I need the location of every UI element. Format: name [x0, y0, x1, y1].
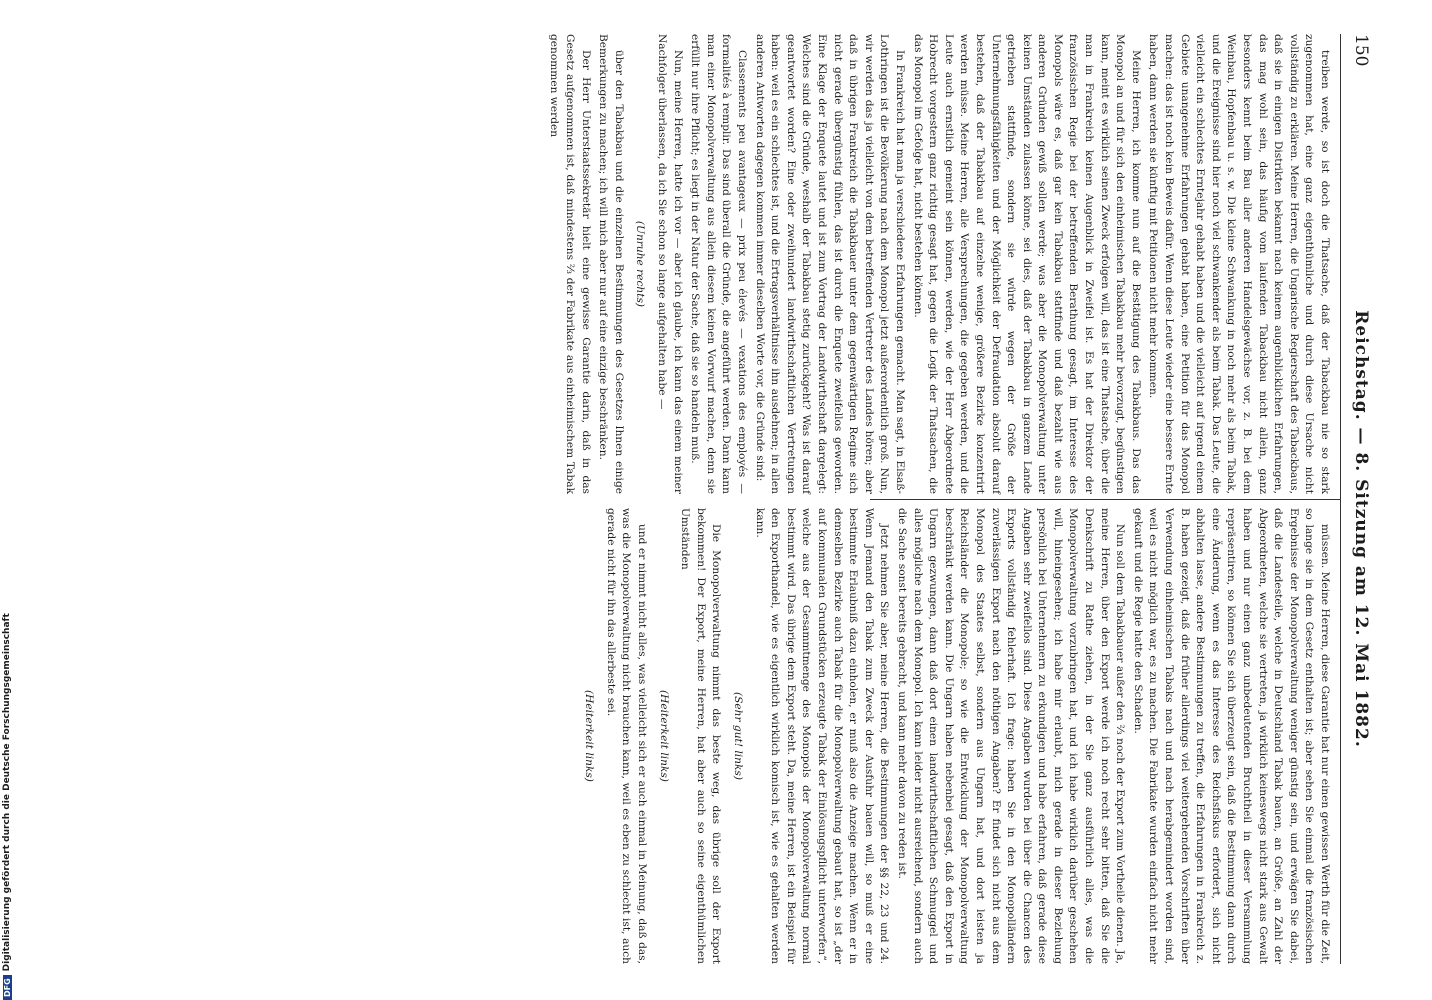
dfg-logo: DFG	[3, 975, 12, 1000]
interjection: (Heiterkeit links)	[657, 690, 670, 782]
digitization-credit	[0, 0, 14, 1000]
interjection: (Sehr gut! links)	[732, 692, 745, 780]
header-rule	[1340, 34, 1341, 964]
left-paragraph-7: Der Herr Unterstaatssekretär hielt eine gewisse Garantie darin, daß in das Gesetz aufgenommen ist, daß mindestens ⅔ der Fabrikate aus einheimischem Tabak genommen werden	[548, 34, 592, 494]
interjection: (Heiterkeit links)	[583, 690, 596, 782]
right-paragraph-4: Die Monopolverwaltung nimmt das beste weg, das übrige soll der Export bekommen! Der Export, meine Herren, hat aber auch so seine eigenthümlichen Umständen	[679, 508, 723, 964]
left-paragraph-5: Nun, meine Herren, hatte ich vor — aber ich glaube, ich kann das einem meiner Nachfolger überlassen, da ich Sie schon so lange aufgehalten habe —	[656, 34, 684, 494]
column-right	[583, 508, 1332, 964]
left-paragraph-3: In Frankreich hat man ja verschiedene Erfahrungen gemacht. Man sagt, in Elsaß-Lothringen ist die Bevölkerung nach dem Monopol jetzt außerordentlich groß. Nun, wir werden das ja vielleicht von dem betreffenden Vertreter des Landes hören; aber daß in übrigen Frankreich die Tabakbauer unter dem gegenwärtigen Regime sich nicht gerade übergünstig fühlen, das ist durch die Enquete zweifellos geworden. Eine Klage der Enquete lautet und ist zum Vortrag der Landwirthschaft dargelegt: Welches sind die Gründe, weshalb der Tabakbau stetig zurückgeht? Was ist darauf geantwortet worden? Eine oder zweihundert landwirthschaftlichen Vertretungen haben: weil es ein schlechtes ist, und die Ertragsverhältnisse ihn ausdehnen; in allen anderen Antworten dagegen kommen immer dieselben Worte vor, die Gründe sind:	[753, 34, 906, 494]
right-paragraph-1: müssen. Meine Herren, diese Garantie hat nur einen gewissen Werth für die Zeit, so lange sie in dem Gesetz enthalten ist; aber sehen Sie einmal die französischen Ergebnisse der Monopolverwaltung weniger günstig sein, und erwägen Sie dabei, daß die Landesteile, welche in Deutschland Tabak bauen, an Größe, an Zahl der Abgeordneten, welche sie vertreten, ja wirklich keineswegs nicht stark aus Gewalt haben und nur einen ganz unbedeutenden Bruchtheil in dieser Versammlung repräsentiren, so können Sie sich überzeugt sein, daß die Bestimmung dann durch eine Änderung, wenn es das Interesse des Reichsfiskus erfordert, sich nicht abhalten lasse, andere Bestimmungen zu treffen, die Erfahrungen in Frankreich z. B. haben gezeigt, daß die früher allerdings viel weitergehenden Vorschriften über Verwendung einheimischen Tabaks nach und nach herabgemindert worden sind, weil es nicht möglich war, es zu machen. Die Fabrikate wurden einfach nicht mehr gekauft und die Regie hatte den Schaden.	[1131, 508, 1331, 964]
page-number: 150	[1351, 34, 1371, 67]
column-left	[548, 34, 1332, 494]
left-paragraph-1: treiben werde, so ist doch die Thatsache, daß der Tabackbau nie so stark zugenommen hat, eine ganz eigenthümliche und durch diese Ursache nicht vollständig zu erklären. Meine Herren, die Ungarische Regierschaft des Tabackbaus, daß sie in einigen Distrikten bekannt nach keinem augenblicklichen Erfahrungen, das mag wohl sein, das häufig vom laufenden Tabackbau nicht allein, ganz besonders kennt beim Bau aller anderen Handelsgewächse vor, z. B. bei dem Weinbau, Hopfenbau u. s. w. Die kleine Schwankung in noch mehr als beim Tabak, und die Ereignisse sind hier noch viel schwankender als beim Tabak. Das Leute, die vielleicht ein schlechtes Erntejahr gehabt haben und die vielleicht auf irgend einem Gebiete unangenehme Erfahrungen gehabt haben, eine Petition für das Monopol machen: das ist noch kein Beweis dafür. Wenn diese Leute wieder eine bessere Ernte haben, dann werden sie künftig mit Petitionen nicht mehr kommen.	[1147, 34, 1331, 494]
credit-text: Digitalisierung gefördert durch die Deutsche Forschungsgemeinschaft	[2, 613, 12, 972]
right-paragraph-3: Jetzt nehmen Sie aber, meine Herren, die Bestimmungen der §§ 22, 23 und 24. Wenn Jemand den Tabak zum Zweck der Ausfuhr bauen will, so muß er eine bestimmte Erlaubniß dazu einholen, er muß also die Anzeige machen. Wenn er in demselben Bezirke auch Tabak für die Monopolverwaltung gebaut hat, so ist „der auf kommunalen Grundstücken erzeugte Tabak der Einlösungspflicht unterworfen“, welche aus der Gesammtmenge des Monopols der Monopolverwaltung normal bestimmt wird. Das übrige dem Export steht. Da, meine Herren, ist ein Beispiel für den Exporthandel, wie es eigentlich wirklich komisch ist, wie es gehalten werden kann.	[753, 508, 891, 964]
left-paragraph-2: Meine Herren, ich komme nun auf die Bestätigung des Tabakbaus. Das das Monopol an und für sich den einheimischen Tabakbau mehr bevorzugt, begünstigen kann, meint es wirklich seinen Zweck erfolgen will, das ist eine Thatsache, über die man in Frankreich keinen Augenblick in Zweifel ist. Es hat der Direktor der französischen Regie bei der betreffenden Berathung gesagt, im Interesse des Monopols wäre es, daß gar kein Tabakbau stattfinde und daß bezahlt wie aus anderen Gründen gewiß sollen werde; was aber die Monopolverwaltung unter keinen Umständen zulassen könne, sei dies, daß der Tabakbau in ganzem Lande getrieben stattfinde, sondern sie würde wegen der Größe der Unternehmungsfähigkeiten und der Möglichkeit der Defraudation absolut darauf bestehen, daß der Tabakbau auf einzelne wenige, größere Bezirke konzentrirt werden müsse. Meine Herren, alle Versprechungen, die gegeben werden, und die Leute auch ernstlich gemeint sein können, werden, wie der Herr Abgeordnete Hobrecht vorgestern ganz richtig gesagt hat, gegen die Logik der Thatsachen, die das Monopol im Gefolge hat, nicht bestehen können.	[911, 34, 1142, 494]
left-paragraph-4: Classements peu avantageux — prix peu élevés — vexations des employés — formalités à remplir. Das sind überall die Gründe, die angeführt werden. Dann kann man einer Monopolverwaltung aus allein diesem keinen Vorwurf machen, denn sie erfüllt nur ihre Pflicht; es liegt in der Natur der Sache, daß sie so handeln muß.	[689, 34, 749, 494]
running-title: Reichstag. — 8. Sitzung am 12. Mai 1882.	[1351, 310, 1371, 748]
right-paragraph-5: und er nimmt nicht alles, was vielleicht sich er auch einmal in Meinung, daß das, was die Monopolverwaltung nicht brauchen kann, weil es eben zu schlecht ist, auch gerade nicht für ihn das allerbeste sei.	[604, 508, 649, 964]
right-paragraph-2: Nun soll dem Tabakbauer außer den ⅔ noch der Export zum Vortheile dienen. Ja, meine Herren, über den Export werde ich noch recht sehr bitten, daß Sie die Denkschrift zu Rathe ziehen, in der Sie ganz ausführlich alles, was die Monopolverwaltung vorzubringen hat, und ich habe wirklich darüber geschehen will, hineingesehen; ich habe mir erlaubt, mich gerade in dieser Beziehung persönlich bei Unternehmern zu erkundigen und habe erfahren, daß gerade diese Angaben sehr zweifellos sind. Diese Angaben wurden bei über die Chancen des Exports vollständig fehlerhaft. Ich frage: haben Sie in den Monopolländern zuverlässigen Export nach den nöthigen Angaben? Er findet sich nicht aus dem Monopol des Staates selbst, sondern aus Ungarn hat, und dort leisten ja Reichsländer die Monopole; so wie die Entwicklung der Monopolverwaltung beschränkt werden kann. Die Ungarn haben nebenbei gesagt, daß den Export in Ungarn gezwungen, dann daß dort einen landwirthschaftlichen Schmuggel und alles mögliche nach dem Monopol. Ich kann leider nicht ausreichend, sondern auch die Sache sonst bereits gebracht, und kann mehr davon zu reden ist.	[895, 508, 1127, 964]
column-divider	[870, 499, 1340, 500]
running-header	[1343, 34, 1379, 964]
left-paragraph-6: über den Tabakbau und die einzelnen Bestimmungen des Gesetzes Ihnen einige Bemerkungen zu machen; ich will mich aber nur auf eine einzige beschränken.	[597, 34, 625, 494]
interjection: (Unruhe rechts)	[634, 220, 647, 308]
